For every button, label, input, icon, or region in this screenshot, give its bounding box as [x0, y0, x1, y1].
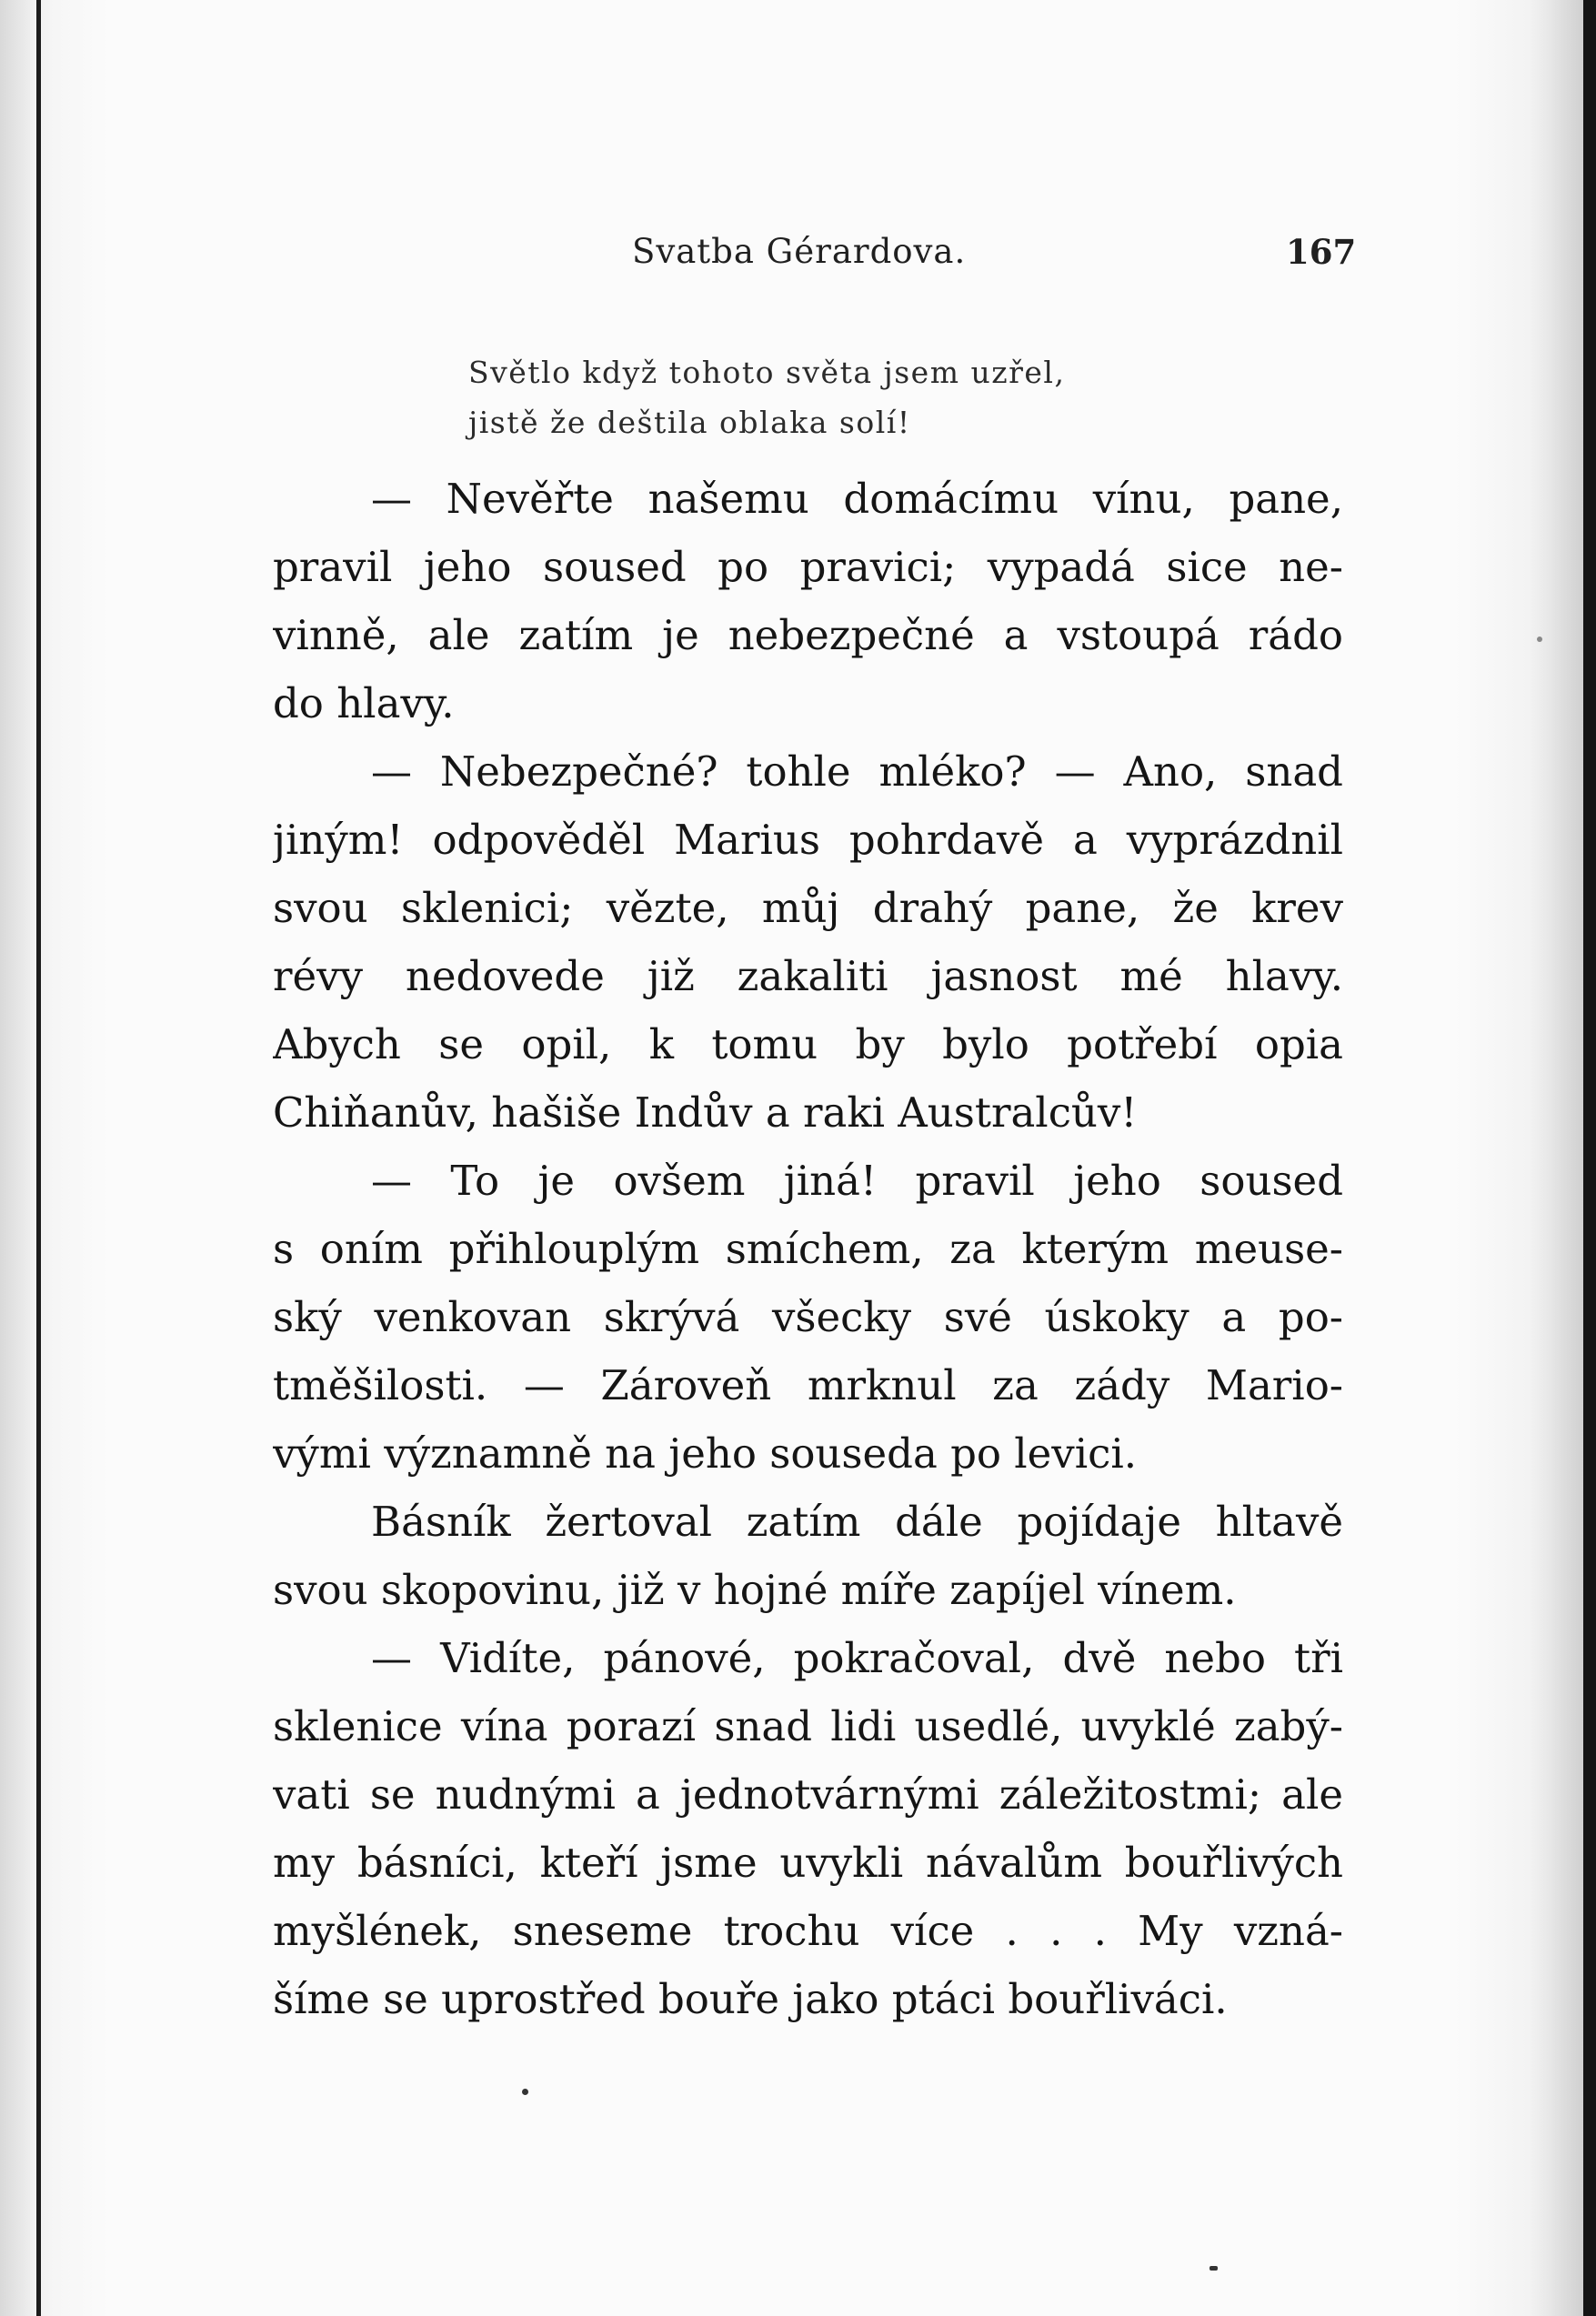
body-line: révy nedovede již zakaliti jasnost mé hlavy. [273, 952, 1343, 1000]
body-line: — To je ovšem jiná! pravil jeho soused [371, 1157, 1343, 1205]
right-page-edge [1583, 0, 1596, 2316]
verse-line-2: jistě že deštila oblaka solí! [468, 405, 911, 440]
body-line: vinně, ale zatím je nebezpečné a vstoupá rádo [273, 611, 1343, 659]
ink-speck [522, 2089, 528, 2095]
body-line: Básník žertoval zatím dále pojídaje hltavě [371, 1498, 1343, 1546]
body-line: ský venkovan skrývá všecky své úskoky a po- [273, 1293, 1343, 1341]
body-line: — Vidíte, pánové, pokračoval, dvě nebo tři [371, 1634, 1343, 1682]
ink-speck [1210, 2266, 1218, 2271]
body-line: vati se nudnými a jednotvárnými záležitostmi; ale [273, 1770, 1343, 1819]
running-title: Svatba Gérardova. [632, 232, 967, 271]
body-line: Abych se opil, k tomu by bylo potřebí opia [273, 1020, 1343, 1068]
body-line: myšlének, sneseme trochu více . . . My vzná- [273, 1907, 1343, 1955]
body-line: my básníci, kteří jsme uvykli návalům bouřlivých [273, 1839, 1343, 1887]
verse-line-1: Světlo když tohoto světa jsem uzřel, [468, 355, 1066, 390]
body-line: tměšilosti. — Zároveň mrknul za zády Mario- [273, 1361, 1343, 1409]
body-line: šíme se uprostřed bouře jako ptáci bouřliváci. [273, 1975, 1228, 2023]
body-line: svou sklenici; vězte, můj drahý pane, že krev [273, 884, 1343, 932]
page-number: 167 [1286, 232, 1357, 272]
body-line: do hlavy. [273, 679, 455, 727]
body-line: pravil jeho soused po pravici; vypadá sice ne- [273, 543, 1343, 591]
body-line: — Nevěřte našemu domácímu vínu, pane, [371, 475, 1343, 523]
body-line: sklenice vína porazí snad lidi usedlé, uvyklé zabý- [273, 1702, 1343, 1750]
left-page-edge [0, 0, 36, 2316]
body-line: svou skopovinu, již v hojné míře zapíjel vínem. [273, 1566, 1237, 1614]
body-line: jiným! odpověděl Marius pohrdavě a vyprázdnil [273, 816, 1343, 864]
body-line: vými významně na jeho souseda po levici. [273, 1429, 1138, 1478]
binding-shadow-line [36, 0, 41, 2316]
ink-speck [1537, 637, 1542, 642]
right-page-shadow [1529, 0, 1583, 2316]
body-line: s oním přihlouplým smíchem, za kterým meuse- [273, 1225, 1343, 1273]
body-line: — Nebezpečné? tohle mléko? — Ano, snad [371, 747, 1343, 796]
body-line: Chiňanův, hašiše Indův a raki Australcův! [273, 1088, 1138, 1137]
